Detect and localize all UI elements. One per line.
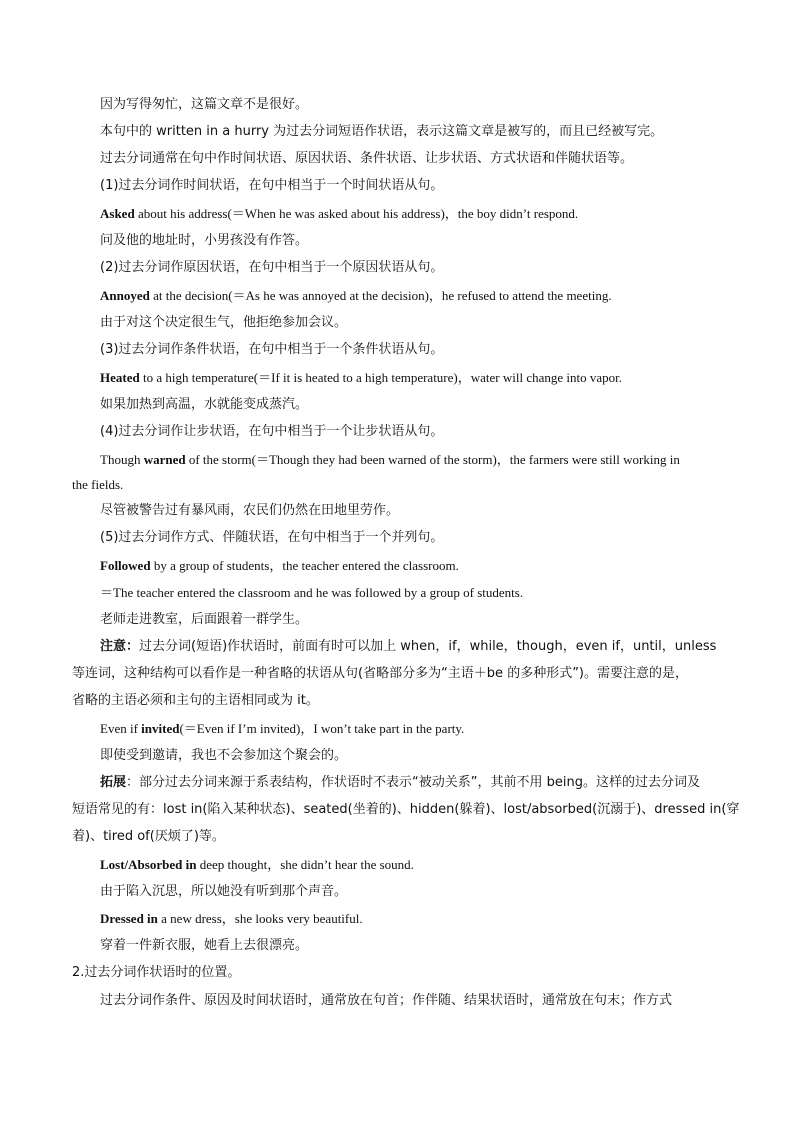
sentence-text: about his address(＝When he was asked about his address)，the boy didn’t respond. <box>134 206 579 221</box>
sentence-text: Though <box>100 452 144 467</box>
translation-line: 老师走进教室，后面跟着一群学生。 <box>100 612 309 627</box>
example-sentence <box>100 910 363 928</box>
sentence-text: deep thought，she didn’t hear the sound. <box>196 857 414 872</box>
sentence-text: a new dress，she looks very beautiful. <box>157 911 363 926</box>
explanation-line: 过去分词作条件、原因及时间状语时，通常放在句首；作伴随、结果状语时，通常放在句末；作方式 <box>100 993 673 1008</box>
extension-line: 短语常见的有：lost in(陷入某种状态)、seated(坐着的)、hidden(躲着)、lost/absorbed(沉溺于)、dressed in(穿 <box>72 802 740 817</box>
translation-line: 由于对这个决定很生气，他拒绝参加会议。 <box>100 315 348 330</box>
extension-text: ：部分过去分词来源于系表结构，作状语时不表示“被动关系”，其前不用 being。这样的过去分词及 <box>126 775 700 790</box>
example-sentence-continued: the fields. <box>72 477 124 492</box>
translation-line: 如果加热到高温，水就能变成蒸汽。 <box>100 397 309 412</box>
section-heading: 2.过去分词作状语时的位置。 <box>72 965 241 980</box>
keyword: Annoyed <box>100 288 150 303</box>
translation-line: 问及他的地址时，小男孩没有作答。 <box>100 233 309 248</box>
sentence-text: (＝Even if I’m invited)，I won’t take part in the party. <box>179 721 465 736</box>
keyword: invited <box>141 721 180 736</box>
extension-label: 拓展 <box>100 775 127 790</box>
translation-line: 穿着一件新衣服，她看上去很漂亮。 <box>100 938 309 953</box>
note-line: 等连词，这种结构可以看作是一种省略的状语从句(省略部分多为“主语＋be 的多种形式”)。需要注意的是， <box>72 666 688 681</box>
keyword: warned <box>143 452 186 467</box>
keyword: Heated <box>100 370 140 385</box>
translation-line: 尽管被警告过有暴风雨，农民们仍然在田地里劳作。 <box>100 503 400 518</box>
example-sentence <box>100 856 414 874</box>
example-sentence <box>100 720 464 738</box>
translation-line: 由于陷入沉思，所以她没有听到那个声音。 <box>100 884 348 899</box>
keyword: Dressed in <box>100 911 158 926</box>
explanation-line: 本句中的 written in a hurry 为过去分词短语作状语，表示这篇文章是被写的，而且已经被写完。 <box>100 124 664 139</box>
sentence-text: by a group of students，the teacher entered the classroom. <box>150 558 459 573</box>
sentence-text: of the storm(＝Though they had been warned of the storm)，the farmers were still working in <box>185 452 680 467</box>
note-label: 注意： <box>100 639 140 654</box>
example-sentence <box>100 369 622 387</box>
keyword: Asked <box>100 206 135 221</box>
example-sentence <box>100 557 459 575</box>
keyword: Lost/Absorbed in <box>100 857 197 872</box>
sentence-text: Even if <box>100 721 142 736</box>
extension-line: 着)、tired of(厌烦了)等。 <box>72 829 225 844</box>
translation-line: 因为写得匆忙，这篇文章不是很好。 <box>100 97 309 112</box>
example-sentence <box>100 287 612 305</box>
example-sentence: ＝The teacher entered the classroom and he was followed by a group of students. <box>100 585 524 600</box>
translation-line: 即使受到邀请，我也不会参加这个聚会的。 <box>100 748 348 763</box>
section-heading: (2)过去分词作原因状语，在句中相当于一个原因状语从句。 <box>100 260 444 275</box>
section-heading: (3)过去分词作条件状语，在句中相当于一个条件状语从句。 <box>100 342 444 357</box>
section-heading: (4)过去分词作让步状语，在句中相当于一个让步状语从句。 <box>100 424 444 439</box>
section-heading: (1)过去分词作时间状语，在句中相当于一个时间状语从句。 <box>100 178 444 193</box>
sentence-text: to a high temperature(＝If it is heated to a high temperature)，water will change into vapor. <box>139 370 622 385</box>
section-heading: (5)过去分词作方式、伴随状语，在句中相当于一个并列句。 <box>100 530 444 545</box>
sentence-text: at the decision(＝As he was annoyed at the decision)，he refused to attend the meeting. <box>149 288 612 303</box>
note-line <box>100 638 716 656</box>
keyword: Followed <box>100 558 151 573</box>
extension-line <box>100 774 700 792</box>
note-line: 省略的主语必须和主句的主语相同或为 it。 <box>72 693 319 708</box>
note-text: 过去分词(短语)作状语时，前面有时可以加上 when，if，while，though，even if，until，unless <box>139 639 717 654</box>
example-sentence <box>100 205 578 223</box>
explanation-line: 过去分词通常在句中作时间状语、原因状语、条件状语、让步状语、方式状语和伴随状语等。 <box>100 151 634 166</box>
example-sentence <box>100 451 680 469</box>
